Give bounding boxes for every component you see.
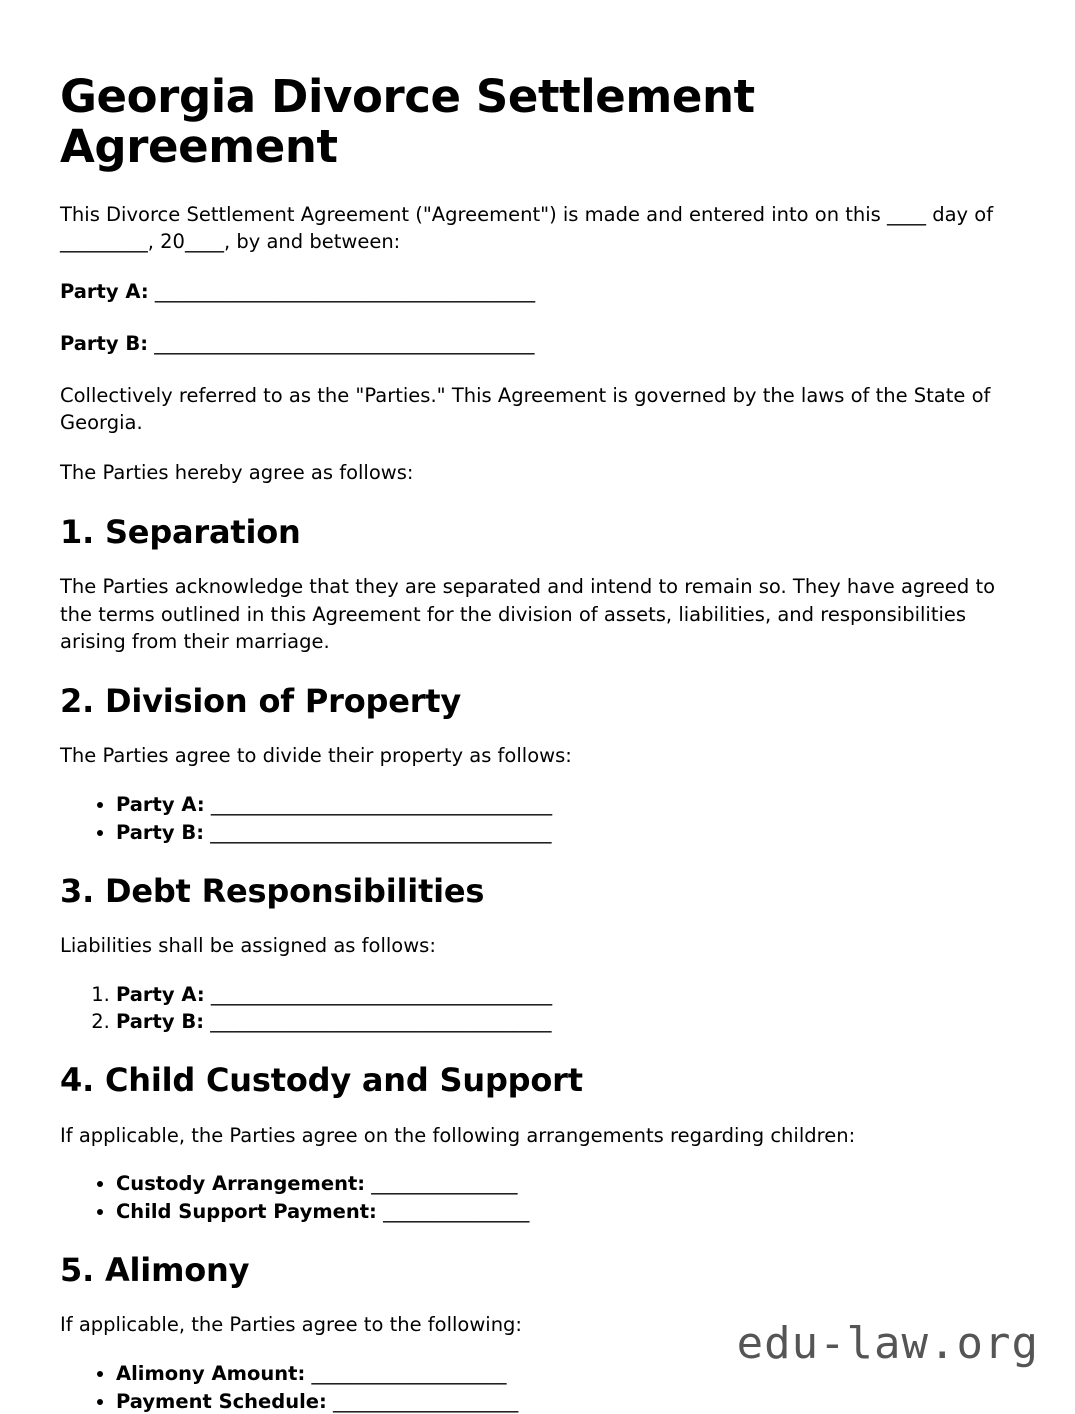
list-item [116, 820, 1005, 846]
section-body-5: If applicable, the Parties agree to the following: [60, 1311, 1005, 1339]
section-body-4: If applicable, the Parties agree on the following arrangements regarding children: [60, 1122, 1005, 1150]
list-item [116, 1389, 1005, 1414]
item-blank[interactable]: ____________________ [305, 1362, 506, 1385]
section-heading-2: 2. Division of Property [60, 682, 1005, 720]
item-label: Party A: [116, 793, 205, 816]
child-custody-list [60, 1171, 1005, 1224]
item-blank[interactable]: ___________________ [327, 1390, 518, 1413]
item-label: Party A: [116, 983, 205, 1006]
party-a-label: Party A: [60, 280, 149, 303]
page-title: Georgia Divorce Settlement Agreement [60, 72, 1005, 173]
party-b-label: Party B: [60, 332, 148, 355]
list-item [116, 1009, 1005, 1035]
sections-container [60, 513, 1005, 1414]
section-heading-1: 1. Separation [60, 513, 1005, 551]
list-item [116, 982, 1005, 1008]
section-heading-3: 3. Debt Responsibilities [60, 872, 1005, 910]
collective-paragraph: Collectively referred to as the "Parties." This Agreement is governed by the laws of the State of Georgia. [60, 382, 1005, 437]
party-a-blank[interactable]: _______________________________________ [149, 280, 535, 303]
list-item [116, 1199, 1005, 1225]
item-blank[interactable]: ___________________________________ [204, 1010, 551, 1033]
debt-responsibilities-list [60, 982, 1005, 1035]
item-label: Alimony Amount: [116, 1362, 305, 1385]
item-blank[interactable]: ___________________________________ [205, 793, 552, 816]
section-heading-5: 5. Alimony [60, 1251, 1005, 1289]
agree-paragraph: The Parties hereby agree as follows: [60, 459, 1005, 487]
section-body-2: The Parties agree to divide their property as follows: [60, 742, 1005, 770]
party-a-field [60, 278, 1005, 306]
property-division-list [60, 792, 1005, 845]
item-blank[interactable]: _______________ [365, 1172, 517, 1195]
section-heading-4: 4. Child Custody and Support [60, 1061, 1005, 1099]
item-label: Custody Arrangement: [116, 1172, 365, 1195]
list-item [116, 792, 1005, 818]
item-label: Party B: [116, 1010, 204, 1033]
section-body-3: Liabilities shall be assigned as follows: [60, 932, 1005, 960]
section-body-1: The Parties acknowledge that they are separated and intend to remain so. They have agreed to the terms outlined in this Agreement for the division of assets, liabilities, and responsibilities arising from their marriage. [60, 573, 1005, 656]
party-b-blank[interactable]: _______________________________________ [148, 332, 534, 355]
item-blank[interactable]: ___________________________________ [204, 821, 551, 844]
item-label: Party B: [116, 821, 204, 844]
site-watermark: edu-law.org [737, 1318, 1039, 1369]
item-blank[interactable]: _______________ [377, 1200, 529, 1223]
intro-paragraph: This Divorce Settlement Agreement ("Agreement") is made and entered into on this ____ day of _________, 20____, by and between: [60, 201, 1005, 256]
party-b-field [60, 330, 1005, 358]
item-label: Payment Schedule: [116, 1390, 327, 1413]
item-blank[interactable]: ___________________________________ [205, 983, 552, 1006]
item-label: Child Support Payment: [116, 1200, 377, 1223]
list-item [116, 1171, 1005, 1197]
